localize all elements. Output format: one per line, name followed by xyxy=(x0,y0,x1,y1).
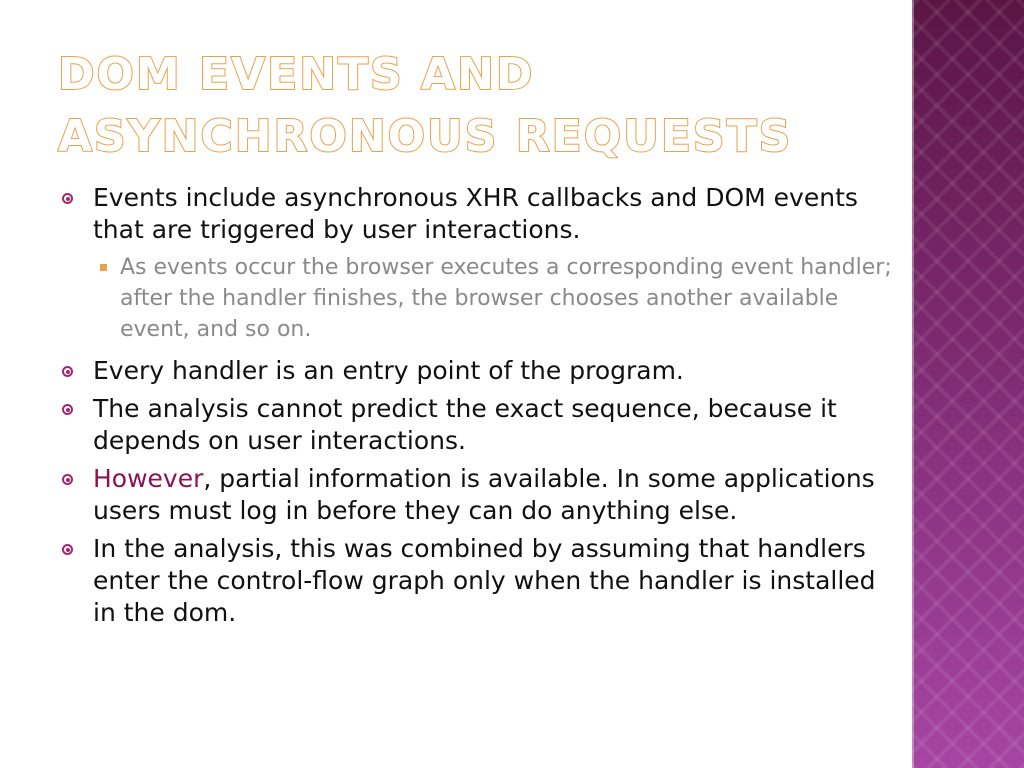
title-line-2: ASYNCHRONOUS REQUESTS xyxy=(58,111,793,162)
circled-dot-icon xyxy=(62,193,73,204)
slide-body xyxy=(62,182,906,635)
bullet-text-4: , partial information is available. In some applications users must log in before they can do anything else. xyxy=(93,464,875,525)
bullet-text-5: In the analysis, this was combined by assuming that handlers enter the control-flow graph only when the handler is installed in the dom. xyxy=(93,534,876,627)
sub-bullet-text-1: As events occur the browser executes a corresponding event handler; after the handler finishes, the browser chooses another available event, and so on. xyxy=(120,255,892,342)
bullet-item-3 xyxy=(62,393,906,457)
title-line-1: DOM EVENTS AND xyxy=(58,49,535,100)
side-decoration-panel xyxy=(912,0,1024,768)
slide-title xyxy=(58,44,898,168)
bullet-text-1: Events include asynchronous XHR callbacks and DOM events that are triggered by user interactions. xyxy=(93,183,858,244)
circled-dot-icon xyxy=(62,544,73,555)
sub-bullet-list xyxy=(120,252,906,345)
side-panel-edge xyxy=(912,0,914,768)
bullet-text-3: The analysis cannot predict the exact sequence, because it depends on user interactions. xyxy=(93,394,837,455)
highlight-word: However xyxy=(93,464,204,493)
bullet-item-2 xyxy=(62,355,906,387)
circled-dot-icon xyxy=(62,404,73,415)
sub-bullet-item-1 xyxy=(120,252,906,345)
circled-dot-icon xyxy=(62,474,73,485)
bullet-text-2: Every handler is an entry point of the program. xyxy=(93,356,684,385)
bullet-item-1 xyxy=(62,182,906,246)
bullet-item-4 xyxy=(62,463,906,527)
circled-dot-icon xyxy=(62,366,73,377)
bullet-item-5 xyxy=(62,533,906,629)
square-bullet-icon xyxy=(100,264,107,271)
